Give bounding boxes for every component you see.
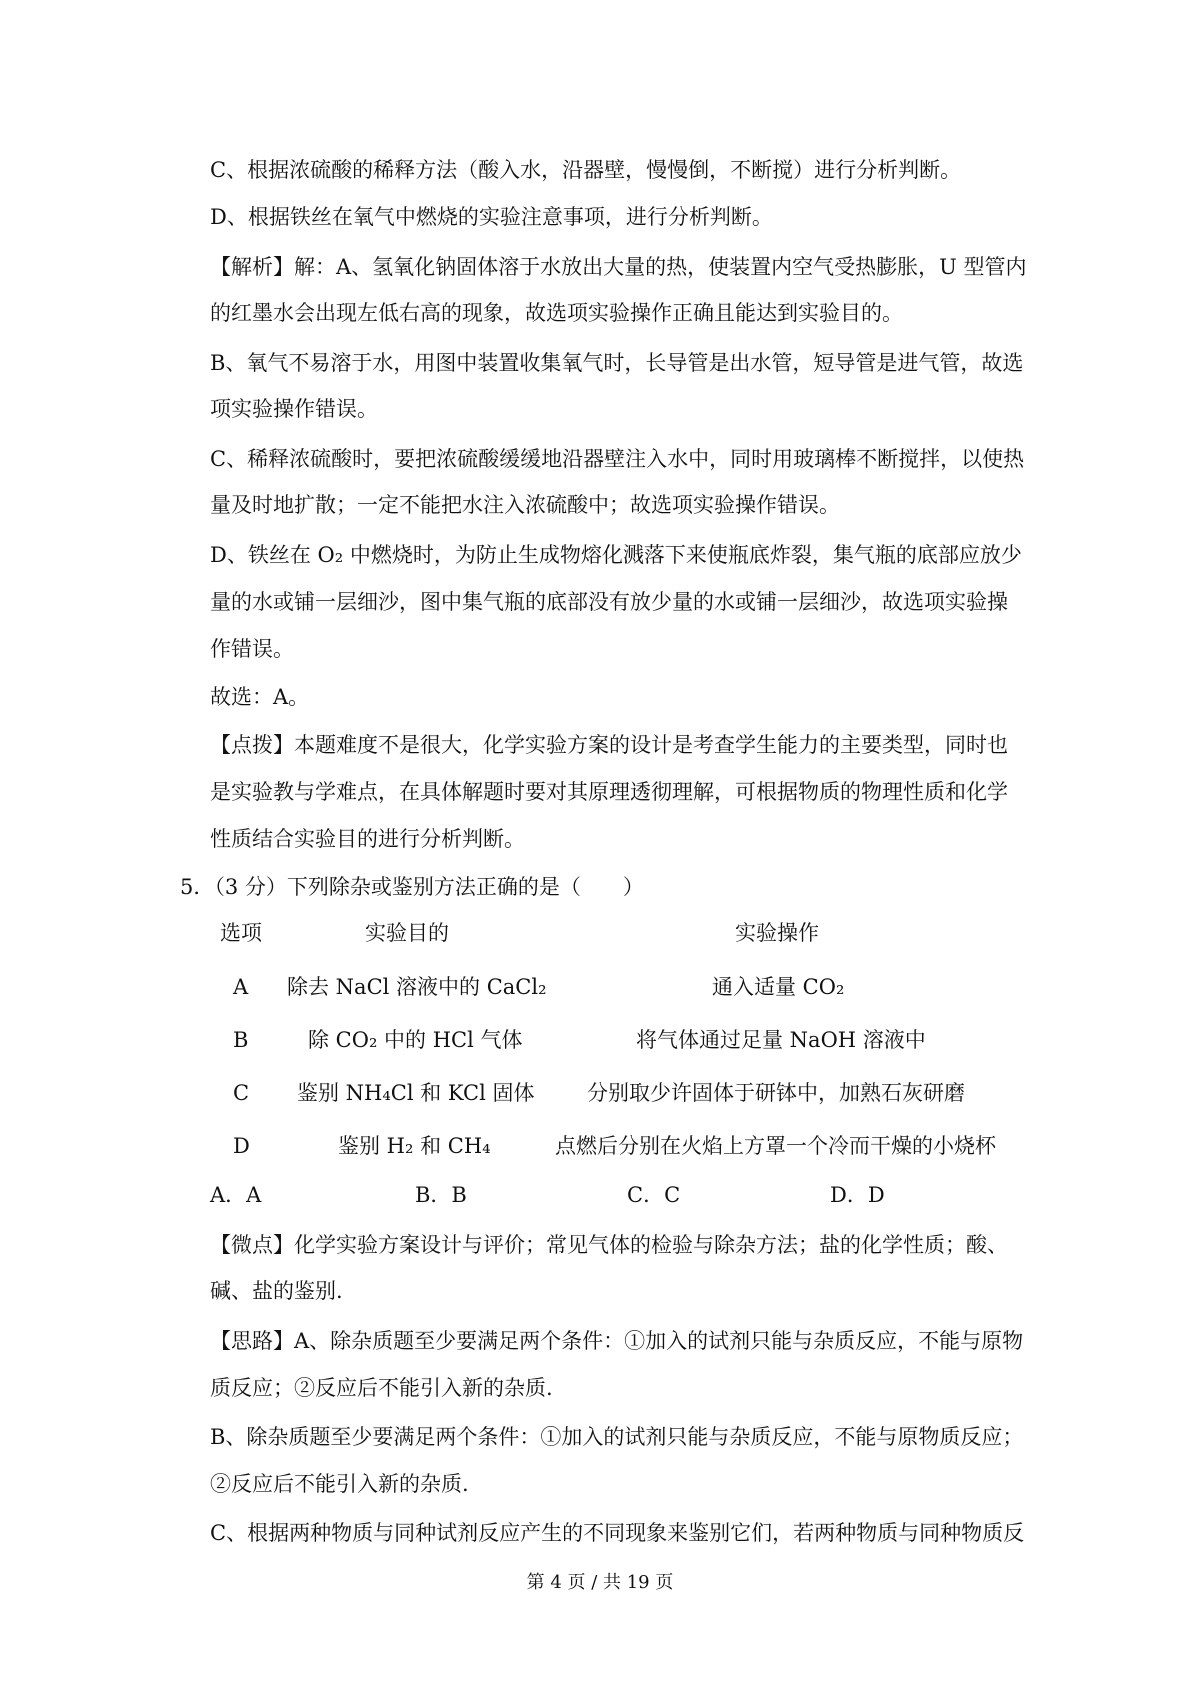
table-header-operation: 实验操作 — [735, 921, 819, 945]
text-line: 【点拨】本题难度不是很大，化学实验方案的设计是考查学生能力的主要类型，同时也 — [210, 733, 1008, 757]
answer-option-a: A．A — [210, 1183, 262, 1207]
text-line: C、根据浓硫酸的稀释方法（酸入水，沿器壁，慢慢倒，不断搅）进行分析判断。 — [210, 158, 962, 182]
table-cell-purpose: 除 CO₂ 中的 HCl 气体 — [308, 1028, 523, 1052]
table-cell-operation: 点燃后分别在火焰上方罩一个冷而干燥的小烧杯 — [555, 1134, 996, 1158]
text-line: ②反应后不能引入新的杂质. — [210, 1472, 469, 1496]
text-line: D、根据铁丝在氧气中燃烧的实验注意事项，进行分析判断。 — [210, 205, 773, 229]
text-line: 质反应；②反应后不能引入新的杂质. — [210, 1376, 553, 1400]
text-line: 的红墨水会出现左低右高的现象，故选项实验操作正确且能达到实验目的。 — [210, 301, 903, 325]
page-footer: 第 4 页 / 共 19 页 — [526, 1572, 674, 1593]
text-line: 性质结合实验目的进行分析判断。 — [210, 827, 525, 851]
table-cell-operation: 分别取少许固体于研钵中，加熟石灰研磨 — [587, 1081, 965, 1105]
text-line: C、稀释浓硫酸时，要把浓硫酸缓缓地沿器壁注入水中，同时用玻璃棒不断搅拌，以使热 — [210, 447, 1025, 471]
text-line: 量的水或铺一层细沙，图中集气瓶的底部没有放少量的水或铺一层细沙，故选项实验操 — [210, 590, 1008, 614]
table-cell-operation: 通入适量 CO₂ — [712, 975, 845, 999]
text-line: 是实验教与学难点，在具体解题时要对其原理透彻理解，可根据物质的物理性质和化学 — [210, 780, 1008, 804]
text-line: 碱、盐的鉴别. — [210, 1279, 343, 1303]
question-stem: 5．（3 分）下列除杂或鉴别方法正确的是（ ） — [180, 875, 644, 899]
text-line: 【思路】A、除杂质题至少要满足两个条件：①加入的试剂只能与杂质反应，不能与原物 — [210, 1329, 1024, 1353]
table-header-option: 选项 — [220, 921, 262, 945]
text-line: 项实验操作错误。 — [210, 397, 378, 421]
text-line: 故选：A。 — [210, 685, 310, 709]
answer-option-c: C．C — [627, 1183, 681, 1207]
text-line: 作错误。 — [210, 637, 294, 661]
table-cell-operation: 将气体通过足量 NaOH 溶液中 — [636, 1028, 926, 1052]
text-line: B、除杂质题至少要满足两个条件：①加入的试剂只能与杂质反应，不能与原物质反应； — [210, 1425, 1024, 1449]
text-line: 量及时地扩散；一定不能把水注入浓硫酸中；故选项实验操作错误。 — [210, 493, 840, 517]
text-line: C、根据两种物质与同种试剂反应产生的不同现象来鉴别它们，若两种物质与同种物质反 — [210, 1521, 1025, 1545]
text-line: 【微点】化学实验方案设计与评价；常见气体的检验与除杂方法；盐的化学性质；酸、 — [210, 1233, 1008, 1257]
table-cell-option: B — [233, 1028, 249, 1052]
table-cell-purpose: 鉴别 H₂ 和 CH₄ — [338, 1134, 491, 1158]
text-line: 【解析】解：A、氢氧化钠固体溶于水放出大量的热，使装置内空气受热膨胀，U 型管内 — [210, 255, 1027, 279]
answer-option-d: D．D — [830, 1183, 885, 1207]
table-cell-option: C — [233, 1081, 250, 1105]
table-cell-option: A — [233, 975, 249, 999]
text-line: B、氧气不易溶于水，用图中装置收集氧气时，长导管是出水管，短导管是进气管，故选 — [210, 351, 1024, 375]
table-header-purpose: 实验目的 — [365, 921, 449, 945]
text-line: D、铁丝在 O₂ 中燃烧时，为防止生成物熔化溅落下来使瓶底炸裂，集气瓶的底部应放少 — [210, 543, 1022, 567]
answer-option-b: B．B — [415, 1183, 467, 1207]
table-cell-purpose: 鉴别 NH₄Cl 和 KCl 固体 — [297, 1081, 535, 1105]
table-cell-purpose: 除去 NaCl 溶液中的 CaCl₂ — [287, 975, 547, 999]
table-cell-option: D — [233, 1134, 250, 1158]
